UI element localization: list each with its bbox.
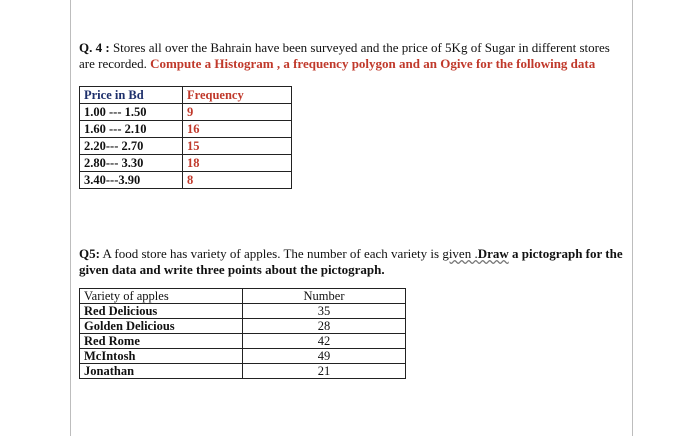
apple-variety-table [79, 288, 406, 379]
frequency-cell: 9 [183, 104, 292, 121]
frequency-cell: 15 [183, 138, 292, 155]
frequency-cell: 16 [183, 121, 292, 138]
question-5-draw: Draw [477, 246, 509, 261]
price-cell: 2.80--- 3.30 [80, 155, 183, 172]
number-cell: 49 [243, 349, 406, 364]
header-frequency: Frequency [183, 87, 292, 104]
number-cell: 21 [243, 364, 406, 379]
header-number: Number [243, 289, 406, 304]
number-cell: 35 [243, 304, 406, 319]
variety-cell: McIntosh [80, 349, 243, 364]
table-row [80, 155, 292, 172]
frequency-cell: 8 [183, 172, 292, 189]
variety-cell: Red Rome [80, 334, 243, 349]
question-5-label: Q5: [79, 246, 100, 261]
variety-cell: Red Delicious [80, 304, 243, 319]
number-cell: 42 [243, 334, 406, 349]
variety-cell: Golden Delicious [80, 319, 243, 334]
table-row [80, 304, 406, 319]
header-price: Price in Bd [80, 87, 183, 104]
table-row [80, 334, 406, 349]
number-cell: 28 [243, 319, 406, 334]
question-4 [79, 40, 624, 72]
table-row [80, 138, 292, 155]
question-4-label: Q. 4 : [79, 40, 110, 55]
table-header-row [80, 87, 292, 104]
sugar-price-table [79, 86, 292, 189]
question-5-given: given . [442, 246, 478, 261]
price-cell: 1.60 --- 2.10 [80, 121, 183, 138]
question-5-text-b: a pictograph for the given data and write three points about the pictograph. [79, 246, 623, 277]
price-cell: 2.20--- 2.70 [80, 138, 183, 155]
table-row [80, 319, 406, 334]
variety-cell: Jonathan [80, 364, 243, 379]
question-4-text: Stores all over the Bahrain have been surveyed and the price of 5Kg of Sugar in different stores are recorded. [79, 40, 610, 71]
table-row [80, 121, 292, 138]
table-row [80, 104, 292, 121]
price-cell: 3.40---3.90 [80, 172, 183, 189]
question-4-instruction: Compute a Histogram , a frequency polygon and an Ogive for the following data [150, 56, 596, 71]
question-5 [79, 246, 624, 278]
table-header-row [80, 289, 406, 304]
table-row [80, 172, 292, 189]
frequency-cell: 18 [183, 155, 292, 172]
header-variety: Variety of apples [80, 289, 243, 304]
table-row [80, 364, 406, 379]
table-row [80, 349, 406, 364]
price-cell: 1.00 --- 1.50 [80, 104, 183, 121]
question-5-text-a: A food store has variety of apples. The number of each variety is [99, 246, 443, 261]
